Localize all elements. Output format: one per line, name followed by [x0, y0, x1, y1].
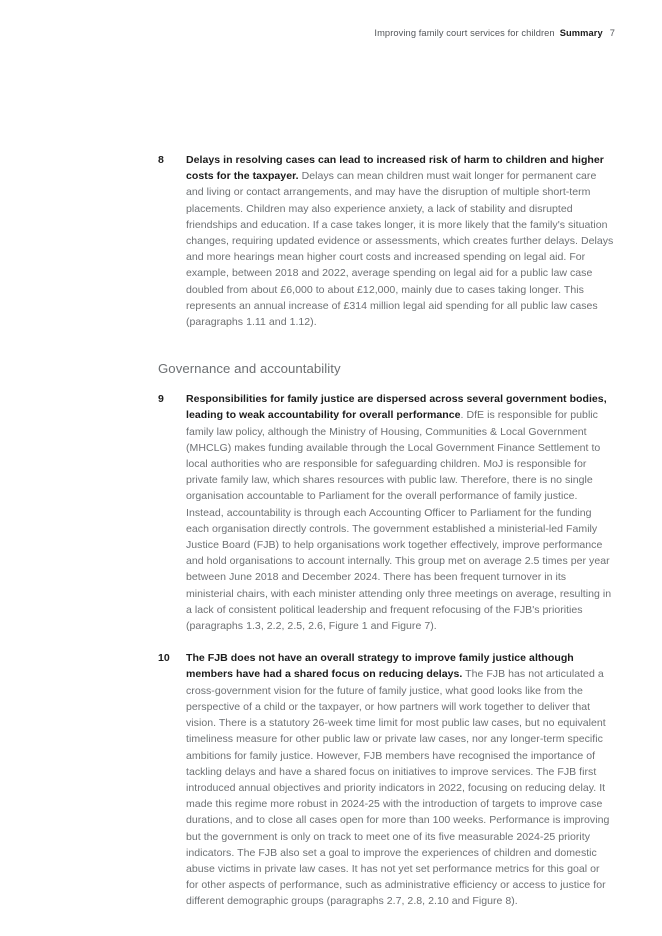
- section-heading-governance-and-accountability: Governance and accountability: [158, 361, 341, 377]
- paragraph-9-lead-in: Responsibilities for family justice are dispersed across several government bodies, leading to weak accountability for overall performance: [186, 393, 607, 422]
- body-text-column: [158, 152, 614, 910]
- paragraph-8: [158, 152, 614, 330]
- paragraph-9-body: . DfE is responsible for public family law policy, although the Ministry of Housing, Communities & Local Government (MHCLG) makes funding available through the Local Government Finance Settlement to local authorities who are responsible for safeguarding children. MoJ is responsible for private family law, which shares resources with public law. Therefore, there is no single organisation accountable to Parliament for the overall performance of family justice. Instead, accountability is through each Accounting Officer to Parliament for the funding each organisation directly controls. The government established a ministerial-led Family Justice Board (FJB) to help organisations work together effectively, improve performance and hold organisations to account internally. This group met on average 2.5 times per year between June 2018 and December 2024. There has been frequent turnover in its ministerial chairs, with each minister attending only three meetings on average, resulting in a lack of consistent political leadership and frequent refocusing of the FJB's priorities (paragraphs 1.3, 2.2, 2.5, 2.6, Figure 1 and Figure 7).: [186, 409, 612, 633]
- paragraph-10-lead-in: The FJB does not have an overall strategy to improve family justice although members have had a shared focus on reducing delays.: [186, 652, 574, 681]
- paragraph-9-number: 9: [158, 393, 164, 406]
- paragraph-8-body: Delays can mean children must wait longer for permanent care and living or contact arrangements, and may have the disruption of multiple short-term placements. Children may also experience anxiety, a lack of stability and disrupted friendships and education. If a case takes longer, it is more likely that the family's situation changes, requiring updated evidence or assessments, which creates further delays. Delays and more hearings mean higher court costs and increased spending on legal aid. For example, between 2018 and 2022, average spending on legal aid for a public law case doubled from about £6,000 to about £12,000, mainly due to cases taking longer. This represents an annual increase of £314 million legal aid spending for all public law cases (paragraphs 1.11 and 1.12).: [186, 170, 614, 329]
- page-number: 7: [609, 28, 615, 38]
- paragraph-10-number: 10: [158, 652, 170, 665]
- paragraph-10: [158, 650, 614, 909]
- running-header: [158, 27, 615, 40]
- header-publication-title: Improving family court services for children: [374, 28, 555, 38]
- paragraph-8-number: 8: [158, 154, 164, 166]
- paragraph-10-body: The FJB has not articulated a cross-government vision for the future of family justice, what good looks like from the perspective of a child or the taxpayer, or how partners will work together to deliver that vision. There is a statutory 26-week time limit for most public law cases, but no equivalent timeliness measure for other public law or private law cases, nor any longer-term specific ambitions for family justice. However, FJB members have recognised the importance of tackling delays and have a shared focus on initiatives to improve services. The FJB first introduced annual objectives and priority indicators in 2022, focusing on reducing delay. It made this regime more robust in 2024-25 with the introduction of targets to improve case durations, and to close all cases open for more than 100 weeks. Performance is improving but the government is only on track to meet one of its five measurable 2024-25 priority indicators. The FJB also set a goal to improve the experiences of children and domestic abuse victims in private law cases. It has not yet set performance metrics for this goal or for other aspects of performance, such as administrative efficiency or access to justice for different demographic groups (paragraphs 2.7, 2.8, 2.10 and Figure 8).: [186, 668, 610, 908]
- paragraph-9: [158, 391, 614, 634]
- header-section-label: Summary: [559, 28, 603, 38]
- paragraph-8-lead-in: Delays in resolving cases can lead to increased risk of harm to children and higher costs for the taxpayer.: [186, 154, 604, 183]
